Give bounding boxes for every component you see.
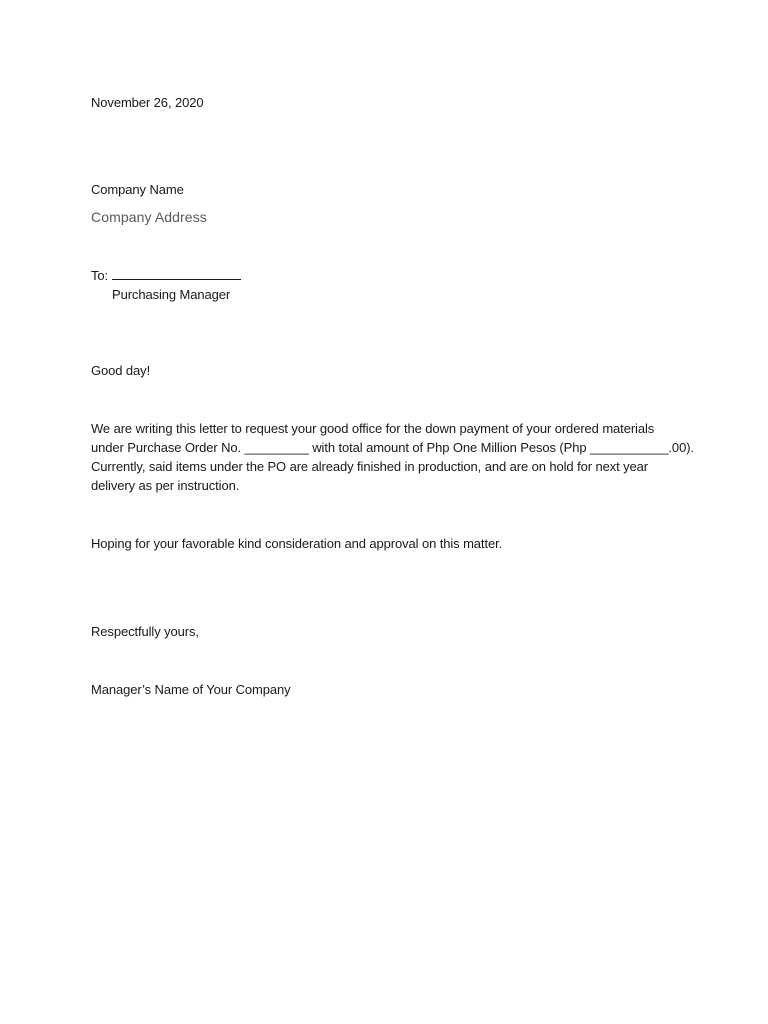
body-line: under Purchase Order No. _________ with total amount of Php One Million Pesos (Php ___________.00). <box>91 440 694 455</box>
to-label: To: <box>91 268 109 283</box>
letter-date: November 26, 2020 <box>91 95 204 110</box>
sign-off: Respectfully yours, <box>91 624 199 639</box>
closing-paragraph: Hoping for your favorable kind consideration and approval on this matter. <box>91 536 503 551</box>
recipient-line <box>91 265 241 285</box>
company-name: Company Name <box>91 182 184 197</box>
greeting: Good day! <box>91 363 151 378</box>
body-line: We are writing this letter to request your good office for the down payment of your ordered materials <box>91 421 655 436</box>
body-line: Currently, said items under the PO are already finished in production, and are on hold for next year <box>91 459 649 474</box>
signatory: Manager’s Name of Your Company <box>91 682 291 697</box>
body-paragraph <box>91 419 694 495</box>
recipient-title: Purchasing Manager <box>112 287 231 302</box>
company-address: Company Address <box>91 209 207 225</box>
body-line: delivery as per instruction. <box>91 478 240 493</box>
recipient-name-blank <box>112 265 241 280</box>
